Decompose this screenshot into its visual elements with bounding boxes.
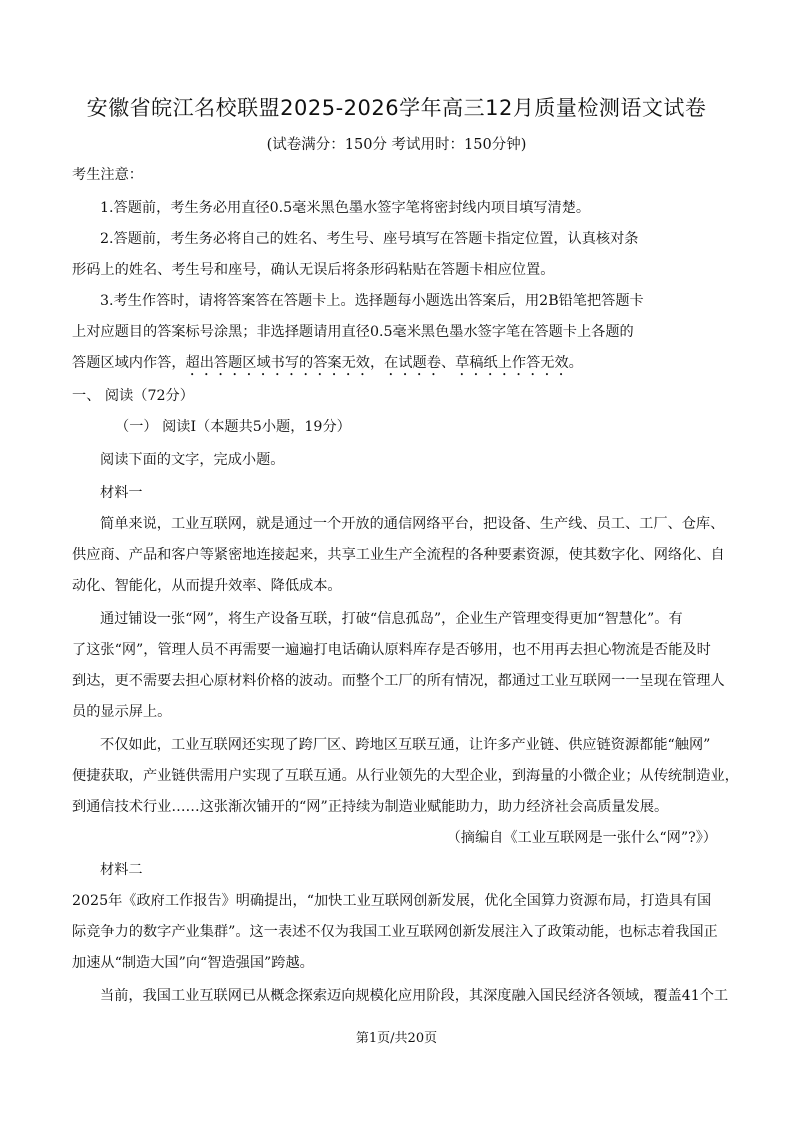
paragraph-line: 到达，更不需要去担心原材料价格的波动。而整个工厂的所有情况，都通过工业互联网一一呈现在管理人 bbox=[72, 673, 725, 689]
paragraph-line: 简单来说，工业互联网，就是通过一个开放的通信网络平台，把设备、生产线、员工、工厂、仓库、 bbox=[100, 516, 725, 532]
paragraph-line: 动化、智能化，从而提升效率、降低成本。 bbox=[72, 578, 342, 594]
emphasis-text: 超出答题区域书写的答案无效 bbox=[185, 355, 370, 371]
subsection-heading: （一） 阅读Ⅰ（本题共5小题，19分） bbox=[115, 419, 351, 435]
paragraph-line: 不仅如此，工业互联网还实现了跨厂区、跨地区互联互通，让许多产业链、供应链资源都能“触网” bbox=[100, 737, 711, 753]
section-heading: 一、 阅读（72分） bbox=[72, 388, 194, 404]
exam-subtitle: (试卷满分：150分 考试用时：150分钟) bbox=[266, 137, 527, 153]
notice-text: 答题区域内作答， bbox=[72, 355, 186, 371]
notice-item-1: 1.答题前，考生务必用直径0.5毫米黑色墨水签字笔将密封线内项目填写清楚。 bbox=[100, 200, 591, 216]
exam-title: 安徽省皖江名校联盟2025-2026学年高三12月质量检测语文试卷 bbox=[86, 96, 707, 120]
paragraph-line: 了这张“网”，管理人员不再需要一遍遍打电话确认原料库存是否够用，也不用再去担心物流是否能及时 bbox=[72, 642, 711, 658]
notice-heading: 考生注意： bbox=[72, 167, 143, 183]
paragraph-line: 员的显示屏上。 bbox=[72, 704, 172, 720]
notice-text: 、 bbox=[440, 355, 456, 371]
notice-item-3-line-1: 3.考生作答时，请将答案答在答题卡上。选择题每小题选出答案后，用2B铅笔把答题卡 bbox=[100, 293, 644, 309]
notice-item-3-line-2: 上对应题目的答案标号涂黑；非选择题请用直径0.5毫米黑色墨水签字笔在答题卡上各题的 bbox=[72, 324, 634, 340]
instruction: 阅读下面的文字，完成小题。 bbox=[100, 452, 285, 468]
notice-item-2-line-1: 2.答题前，考生务必将自己的姓名、考生号、座号填写在答题卡指定位置，认真核对条 bbox=[100, 231, 639, 247]
paragraph-line: 际竞争力的数字产业集群”。这一表述不仅为我国工业互联网创新发展注入了政策动能，也标志着我国正 bbox=[72, 924, 718, 940]
material-label: 材料二 bbox=[100, 862, 143, 878]
paragraph-line: 供应商、产品和客户等紧密地连接起来，共享工业生产全流程的各种要素资源，使其数字化、网络化、自 bbox=[72, 547, 725, 563]
notice-item-3-line-3 bbox=[72, 353, 722, 379]
material-label: 材料一 bbox=[100, 485, 143, 501]
paragraph-line: 2025年《政府工作报告》明确提出，“加快工业互联网创新发展，优化全国算力资源布局，打造具有国 bbox=[72, 893, 712, 909]
paragraph-line: 加速从“制造大国”向“智造强国”跨越。 bbox=[72, 955, 314, 971]
paragraph-line: 当前，我国工业互联网已从概念探索迈向规模化应用阶段，其深度融入国民经济各领域，覆盖41个工 bbox=[100, 988, 729, 1004]
emphasis-text: 草稿纸上作答无效 bbox=[455, 355, 569, 371]
source-citation: （摘编自《工业互联网是一张什么“网”?》） bbox=[446, 830, 717, 846]
emphasis-text: 在试题卷 bbox=[384, 355, 441, 371]
notice-text: ， bbox=[369, 355, 385, 371]
page-number: 第1页/共20页 bbox=[355, 1031, 438, 1046]
paragraph-line: 便捷获取，产业链供需用户实现了互联互通。从行业领先的大型企业，到海量的小微企业；从传统制造业， bbox=[72, 768, 739, 784]
notice-item-2-line-2: 形码上的姓名、考生号和座号，确认无误后将条形码粘贴在答题卡相应位置。 bbox=[72, 262, 555, 278]
paragraph-line: 通过铺设一张“网”，将生产设备互联，打破“信息孤岛”，企业生产管理变得更加“智慧化”。有 bbox=[100, 611, 683, 627]
paragraph-line: 到通信技术行业……这张渐次铺开的“网”正持续为制造业赋能助力，助力经济社会高质量发展。 bbox=[72, 799, 669, 815]
notice-text: 。 bbox=[568, 355, 583, 371]
